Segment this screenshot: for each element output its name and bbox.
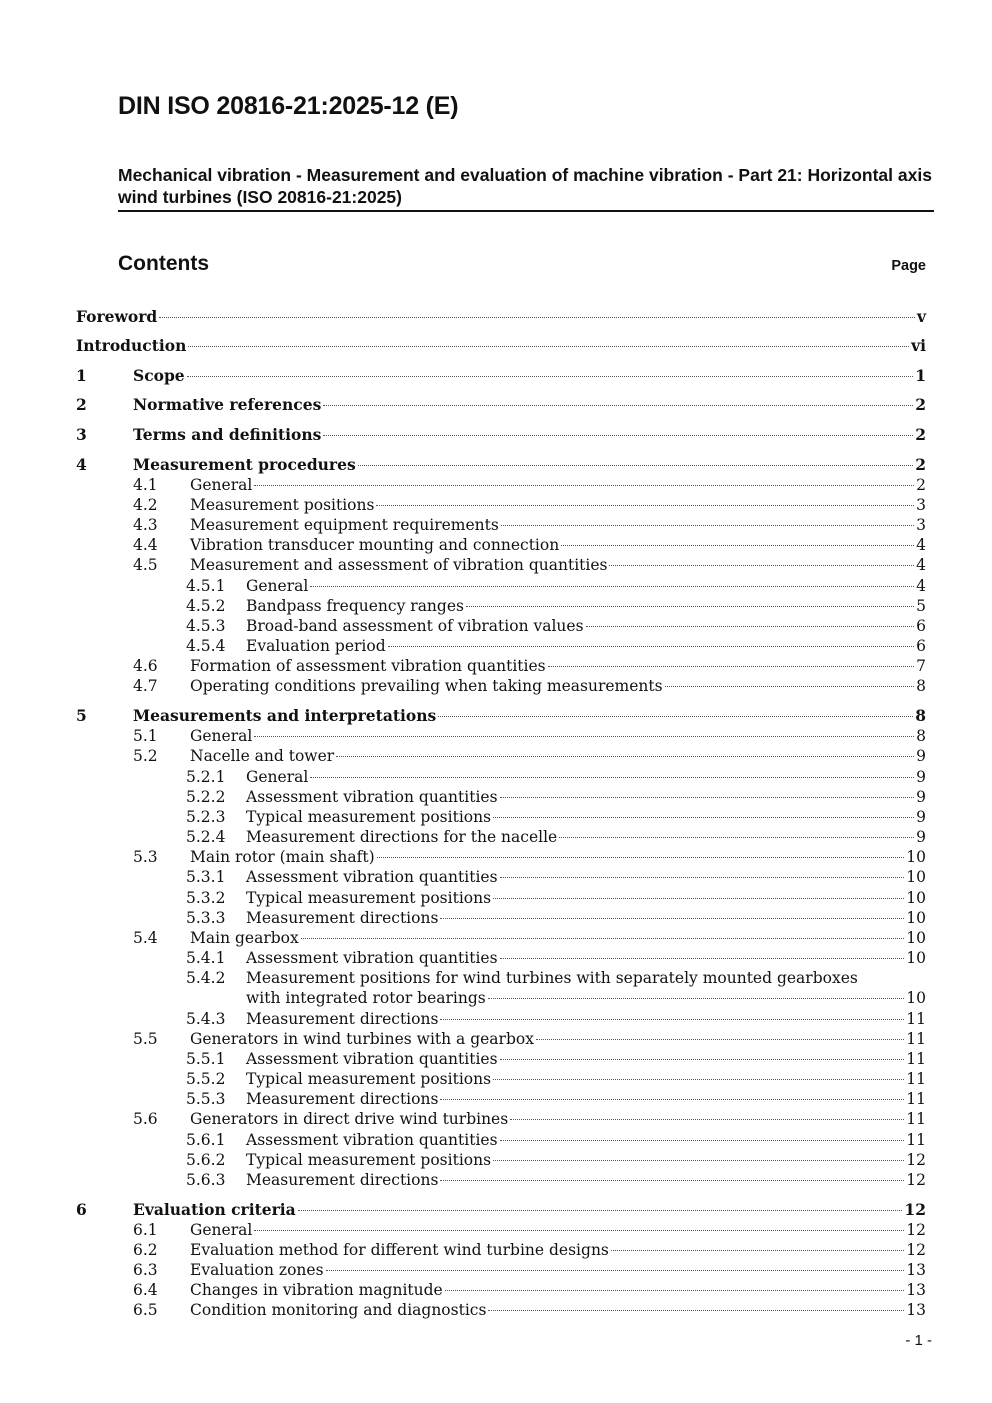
toc-entry-5-4[interactable]: [0, 928, 992, 948]
toc-title: Terms and definitions: [133, 425, 322, 444]
toc-number: 5.3.2: [186, 889, 226, 907]
toc-page: 13: [906, 1261, 926, 1279]
dot-leader: [188, 346, 909, 347]
dot-leader: [438, 716, 913, 717]
toc-title: Measurement procedures: [133, 455, 356, 474]
toc-entry-4-4[interactable]: [0, 535, 992, 555]
dot-leader: [488, 1310, 904, 1311]
toc-page: 3: [916, 516, 926, 534]
toc-entry-5-5-3[interactable]: [0, 1089, 992, 1109]
toc-number: 5.4: [133, 929, 158, 947]
toc-page: 11: [906, 1030, 926, 1048]
dot-leader: [493, 1079, 904, 1080]
toc-title: Scope: [133, 366, 185, 385]
toc-title: Condition monitoring and diagnostics: [190, 1301, 487, 1319]
toc-number: 5.5.1: [186, 1050, 226, 1068]
toc-title: Measurement directions: [246, 909, 439, 927]
toc-page: 3: [916, 496, 926, 514]
dot-leader: [336, 756, 914, 757]
toc-entry-5-4-3[interactable]: [0, 1009, 992, 1029]
toc-entry-5[interactable]: [0, 706, 992, 726]
toc-entry-6-3[interactable]: [0, 1260, 992, 1280]
toc-number: 6: [76, 1200, 87, 1219]
toc-entry-5-4-1[interactable]: [0, 948, 992, 968]
toc-page: 9: [916, 808, 926, 826]
toc-page: 4: [916, 556, 926, 574]
toc-number: 5.3.3: [186, 909, 226, 927]
toc-number: 5.2: [133, 747, 158, 765]
toc-page: 4: [916, 577, 926, 595]
toc-page: 11: [906, 1050, 926, 1068]
toc-number: 5.3.1: [186, 868, 226, 886]
toc-number: 5: [76, 706, 87, 725]
dot-leader: [586, 626, 915, 627]
toc-title: General: [190, 1221, 253, 1239]
toc-entry-5-1[interactable]: [0, 726, 992, 746]
toc-entry-5-6-2[interactable]: [0, 1150, 992, 1170]
toc-number: 2: [76, 395, 87, 414]
toc-title: Foreword: [76, 307, 158, 326]
toc-page: 12: [904, 1200, 926, 1219]
toc-title: Changes in vibration magnitude: [190, 1281, 443, 1299]
toc-entry-6-5[interactable]: [0, 1300, 992, 1320]
toc-title: Main gearbox: [190, 929, 299, 947]
toc-entry-5-6[interactable]: [0, 1109, 992, 1129]
toc-number: 4.5.4: [186, 637, 226, 655]
toc-title: Typical measurement positions: [246, 808, 492, 826]
dot-leader: [310, 586, 914, 587]
toc-page: 10: [906, 848, 926, 866]
toc-number: 5.4.2: [186, 969, 226, 987]
toc-title: Normative references: [133, 395, 322, 414]
toc-number: 4.2: [133, 496, 158, 514]
toc-title-continued: with integrated rotor bearings: [246, 989, 486, 1007]
dot-leader: [445, 1290, 905, 1291]
dot-leader: [500, 797, 915, 798]
toc-entry-5-5[interactable]: [0, 1029, 992, 1049]
dot-leader: [609, 565, 914, 566]
dot-leader: [310, 777, 914, 778]
toc-title: General: [190, 727, 253, 745]
toc-entry-4-7[interactable]: [0, 676, 992, 696]
dot-leader: [326, 1270, 905, 1271]
toc-page: vi: [911, 336, 926, 355]
toc-title: Introduction: [76, 336, 187, 355]
toc-page: 12: [906, 1221, 926, 1239]
toc-number: 1: [76, 366, 87, 385]
toc-title: Typical measurement positions: [246, 1151, 492, 1169]
toc-entry-2[interactable]: [0, 395, 992, 415]
toc-page: 6: [916, 637, 926, 655]
toc-page: 11: [906, 1090, 926, 1108]
dot-leader: [466, 606, 914, 607]
toc-number: 5.5: [133, 1030, 158, 1048]
toc-title: Nacelle and tower: [190, 747, 335, 765]
toc-number: 6.4: [133, 1281, 158, 1299]
toc-number: 4.6: [133, 657, 158, 675]
page-number: - 1 -: [905, 1332, 932, 1349]
dot-leader: [611, 1250, 904, 1251]
dot-leader: [301, 938, 905, 939]
toc-number: 6.5: [133, 1301, 158, 1319]
toc-number: 5.6.2: [186, 1151, 226, 1169]
toc-title: Evaluation period: [246, 637, 386, 655]
dot-leader: [377, 857, 905, 858]
toc-title: Measurement directions: [246, 1171, 439, 1189]
toc-entry-5-6-3[interactable]: [0, 1170, 992, 1190]
dot-leader: [358, 465, 914, 466]
toc-title: General: [246, 577, 309, 595]
dot-leader: [500, 877, 905, 878]
dot-leader: [548, 666, 915, 667]
toc-number: 6.1: [133, 1221, 158, 1239]
toc-page: 5: [916, 597, 926, 615]
toc-page: 11: [906, 1010, 926, 1028]
toc-entry-5-2-4[interactable]: [0, 827, 992, 847]
dot-leader: [254, 1230, 904, 1231]
toc-entry-5-5-1[interactable]: [0, 1049, 992, 1069]
toc-entry-6-1[interactable]: [0, 1220, 992, 1240]
toc-entry-foreword[interactable]: [0, 307, 992, 327]
toc-page: 8: [916, 677, 926, 695]
toc-page: 1: [915, 366, 926, 385]
toc-number: 5.4.1: [186, 949, 226, 967]
toc-page: 11: [906, 1110, 926, 1128]
toc-entry-4-3[interactable]: [0, 515, 992, 535]
toc-title: Operating conditions prevailing when taking measurements: [190, 677, 663, 695]
toc-number: 5.5.3: [186, 1090, 226, 1108]
toc-number: 4.5.2: [186, 597, 226, 615]
dot-leader: [500, 1059, 905, 1060]
toc-title: Measurement directions for the nacelle: [246, 828, 558, 846]
toc-number: 5.6: [133, 1110, 158, 1128]
dot-leader: [440, 1180, 904, 1181]
toc-title: Measurement positions: [190, 496, 375, 514]
toc-number: 5.5.2: [186, 1070, 226, 1088]
document-subtitle: Mechanical vibration - Measurement and evaluation of machine vibration - Part 21: Horizontal axis wind turbines (ISO 20816-21:2025): [118, 164, 934, 212]
dot-leader: [376, 505, 914, 506]
dot-leader: [254, 736, 914, 737]
toc-number: 4: [76, 455, 87, 474]
toc-number: 5.2.3: [186, 808, 226, 826]
toc-entry-5-3[interactable]: [0, 847, 992, 867]
toc-page: 10: [906, 868, 926, 886]
toc-title: Assessment vibration quantities: [246, 868, 498, 886]
toc-page: 10: [906, 909, 926, 927]
toc-title: Assessment vibration quantities: [246, 949, 498, 967]
toc-page: 10: [906, 949, 926, 967]
toc-entry-4-5-2[interactable]: [0, 596, 992, 616]
toc-entry-4-2[interactable]: [0, 495, 992, 515]
dot-leader: [665, 686, 915, 687]
toc-entry-4[interactable]: [0, 455, 992, 475]
toc-number: 4.3: [133, 516, 158, 534]
document-title: DIN ISO 20816-21:2025-12 (E): [118, 92, 459, 120]
toc-number: 4.4: [133, 536, 158, 554]
toc-title: Assessment vibration quantities: [246, 788, 498, 806]
dot-leader: [440, 918, 904, 919]
toc-number: 5.1: [133, 727, 158, 745]
toc-page: 13: [906, 1301, 926, 1319]
toc-number: 5.2.4: [186, 828, 226, 846]
toc-entry-4-6[interactable]: [0, 656, 992, 676]
toc-title: Measurement and assessment of vibration quantities: [190, 556, 608, 574]
toc-entry-6-2[interactable]: [0, 1240, 992, 1260]
toc-page: 2: [915, 395, 926, 414]
dot-leader: [388, 646, 914, 647]
toc-entry-5-2-2[interactable]: [0, 787, 992, 807]
toc-entry-5-3-1[interactable]: [0, 867, 992, 887]
toc-number: 4.5.3: [186, 617, 226, 635]
toc-page: 4: [916, 536, 926, 554]
toc-title: Measurement positions for wind turbines with separately mounted gearboxes: [246, 969, 858, 987]
toc-number: 6.2: [133, 1241, 158, 1259]
dot-leader: [440, 1099, 904, 1100]
toc-title: Generators in direct drive wind turbines: [190, 1110, 509, 1128]
toc-entry-5-2-1[interactable]: [0, 767, 992, 787]
toc-entry-5-2-3[interactable]: [0, 807, 992, 827]
toc-title: Generators in wind turbines with a gearbox: [190, 1030, 534, 1048]
dot-leader: [559, 837, 914, 838]
dot-leader: [440, 1019, 904, 1020]
toc-number: 5.4.3: [186, 1010, 226, 1028]
dot-leader: [323, 435, 913, 436]
toc-title: Evaluation zones: [190, 1261, 324, 1279]
toc-title: Measurements and interpretations: [133, 706, 437, 725]
toc-entry-1[interactable]: [0, 366, 992, 386]
toc-title: Measurement directions: [246, 1010, 439, 1028]
toc-page: v: [916, 307, 926, 326]
toc-title: Evaluation criteria: [133, 1200, 296, 1219]
toc-page: 10: [906, 989, 926, 1007]
toc-page: 9: [916, 747, 926, 765]
contents-heading: Contents: [118, 252, 209, 275]
toc-number: 4.7: [133, 677, 158, 695]
toc-title: General: [246, 768, 309, 786]
toc-number: 3: [76, 425, 87, 444]
toc-entry-4-5-1[interactable]: [0, 576, 992, 596]
toc-page: 2: [915, 425, 926, 444]
toc-title: Typical measurement positions: [246, 889, 492, 907]
toc-page: 9: [916, 788, 926, 806]
dot-leader: [488, 998, 905, 999]
toc-number: 4.5: [133, 556, 158, 574]
toc-entry-5-3-3[interactable]: [0, 908, 992, 928]
toc-entry-6[interactable]: [0, 1200, 992, 1220]
toc-title: Measurement equipment requirements: [190, 516, 499, 534]
toc-page: 9: [916, 768, 926, 786]
toc-number: 4.1: [133, 476, 158, 494]
toc-title: Formation of assessment vibration quantities: [190, 657, 546, 675]
toc-title: Evaluation method for different wind turbine designs: [190, 1241, 609, 1259]
toc-page: 9: [916, 828, 926, 846]
toc-entry-5-3-2[interactable]: [0, 888, 992, 908]
toc-page: 12: [906, 1151, 926, 1169]
toc-number: 5.3: [133, 848, 158, 866]
toc-page: 10: [906, 929, 926, 947]
toc-page: 12: [906, 1171, 926, 1189]
toc-number: 5.2.2: [186, 788, 226, 806]
toc-entry-4-5-3[interactable]: [0, 616, 992, 636]
toc-page: 2: [915, 455, 926, 474]
toc-title: Assessment vibration quantities: [246, 1050, 498, 1068]
toc-title: General: [190, 476, 253, 494]
toc-page: 10: [906, 889, 926, 907]
toc-title: Main rotor (main shaft): [190, 848, 375, 866]
toc-entry-5-5-2[interactable]: [0, 1069, 992, 1089]
toc-entry-4-5[interactable]: [0, 555, 992, 575]
toc-page: 12: [906, 1241, 926, 1259]
toc-title: Broad-band assessment of vibration values: [246, 617, 584, 635]
dot-leader: [510, 1119, 904, 1120]
dot-leader: [500, 1140, 905, 1141]
toc-entry-introduction[interactable]: [0, 336, 992, 356]
toc-page: 7: [916, 657, 926, 675]
toc-number: 5.6.1: [186, 1131, 226, 1149]
toc-title: Bandpass frequency ranges: [246, 597, 464, 615]
dot-leader: [254, 485, 914, 486]
toc-page: 8: [916, 727, 926, 745]
toc-number: 6.3: [133, 1261, 158, 1279]
dot-leader: [501, 525, 914, 526]
toc-entry-6-4[interactable]: [0, 1280, 992, 1300]
toc-title: Typical measurement positions: [246, 1070, 492, 1088]
dot-leader: [187, 376, 914, 377]
toc-page: 8: [915, 706, 926, 725]
toc-entry-5-6-1[interactable]: [0, 1130, 992, 1150]
dot-leader: [298, 1210, 903, 1211]
toc-entry-5-2[interactable]: [0, 746, 992, 766]
dot-leader: [493, 898, 904, 899]
dot-leader: [323, 405, 913, 406]
dot-leader: [159, 317, 915, 318]
toc-number: 4.5.1: [186, 577, 226, 595]
dot-leader: [493, 817, 914, 818]
toc-page: 11: [906, 1131, 926, 1149]
toc-entry-3[interactable]: [0, 425, 992, 445]
toc-page: 2: [916, 476, 926, 494]
toc-number: 5.2.1: [186, 768, 226, 786]
toc-title: Assessment vibration quantities: [246, 1131, 498, 1149]
dot-leader: [561, 545, 914, 546]
toc-entry-4-1[interactable]: [0, 475, 992, 495]
toc-entry-5-4-2[interactable]: [0, 968, 992, 1008]
toc-entry-4-5-4[interactable]: [0, 636, 992, 656]
dot-leader: [493, 1160, 904, 1161]
toc-page: 6: [916, 617, 926, 635]
toc-number: 5.6.3: [186, 1171, 226, 1189]
toc-title: Measurement directions: [246, 1090, 439, 1108]
dot-leader: [500, 958, 905, 959]
toc-title: Vibration transducer mounting and connection: [190, 536, 560, 554]
page-column-heading: Page: [891, 258, 926, 274]
toc-page: 11: [906, 1070, 926, 1088]
dot-leader: [536, 1039, 904, 1040]
toc-page: 13: [906, 1281, 926, 1299]
